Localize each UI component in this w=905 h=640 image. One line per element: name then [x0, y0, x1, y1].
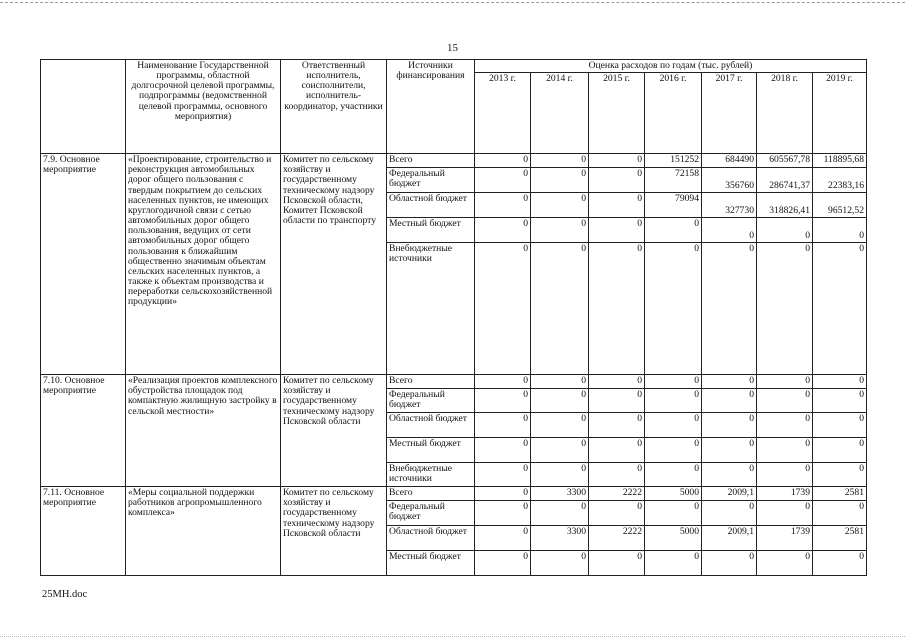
value-cell: 0	[531, 218, 589, 243]
value-cell: 0	[813, 389, 867, 413]
value-cell: 0	[702, 551, 757, 576]
value-cell: 286741,37	[757, 168, 813, 193]
value-cell: 0	[589, 438, 645, 463]
value-cell: 2009,1	[702, 526, 757, 551]
table-row	[41, 375, 867, 389]
value-cell: 0	[645, 501, 702, 526]
value-cell: 0	[531, 413, 589, 438]
value-cell: 0	[757, 389, 813, 413]
value-cell: 0	[475, 218, 531, 243]
header-sources: Источники финансирования	[387, 60, 475, 154]
source-label: Областной бюджет	[387, 193, 475, 218]
header-responsible: Ответственный исполнитель, соисполнители, исполнитель-координатор, участники	[281, 60, 387, 154]
value-cell: 0	[813, 243, 867, 375]
value-cell: 0	[645, 438, 702, 463]
value-cell: 2222	[589, 487, 645, 501]
value-cell: 0	[813, 551, 867, 576]
header-year: 2018 г.	[757, 73, 813, 154]
value-cell: 0	[475, 551, 531, 576]
header-estimate: Оценка расходов по годам (тыс. рублей)	[475, 60, 867, 73]
section-name: «Реализация проектов комплексного обустройства площадок под компактную жилищную застройку в сельской местности»	[126, 375, 281, 487]
source-label: Областной бюджет	[387, 413, 475, 438]
value-cell: 0	[645, 243, 702, 375]
source-label: Внебюджетные источники	[387, 463, 475, 487]
value-cell: 3300	[531, 526, 589, 551]
value-cell: 0	[645, 375, 702, 389]
header-year: 2015 г.	[589, 73, 645, 154]
source-label: Федеральный бюджет	[387, 168, 475, 193]
value-cell: 118895,68	[813, 154, 867, 168]
section-code: 7.9. Основное мероприятие	[41, 154, 126, 375]
scan-edge-bottom	[0, 636, 905, 637]
value-cell: 0	[589, 413, 645, 438]
section-responsible: Комитет по сельскому хозяйству и государственному техническому надзору Псковской области	[281, 375, 387, 487]
value-cell: 0	[702, 243, 757, 375]
source-label: Местный бюджет	[387, 438, 475, 463]
header-year: 2016 г.	[645, 73, 702, 154]
value-cell: 0	[531, 551, 589, 576]
value-cell: 0	[757, 551, 813, 576]
value-cell: 0	[813, 218, 867, 243]
source-label: Областной бюджет	[387, 526, 475, 551]
value-cell: 0	[645, 218, 702, 243]
value-cell: 0	[645, 413, 702, 438]
value-cell: 0	[475, 154, 531, 168]
value-cell: 0	[531, 243, 589, 375]
value-cell: 0	[531, 168, 589, 193]
value-cell: 0	[813, 463, 867, 487]
section-code: 7.10. Основное мероприятие	[41, 375, 126, 487]
value-cell: 318826,41	[757, 193, 813, 218]
value-cell: 0	[589, 168, 645, 193]
value-cell: 684490	[702, 154, 757, 168]
value-cell: 327730	[702, 193, 757, 218]
value-cell: 0	[475, 463, 531, 487]
value-cell: 0	[531, 154, 589, 168]
value-cell: 0	[702, 438, 757, 463]
source-label: Всего	[387, 154, 475, 168]
value-cell: 0	[645, 463, 702, 487]
value-cell: 0	[757, 463, 813, 487]
footer-filename: 25МН.doc	[42, 589, 88, 600]
value-cell: 5000	[645, 526, 702, 551]
value-cell: 0	[757, 243, 813, 375]
value-cell: 0	[589, 193, 645, 218]
section-responsible: Комитет по сельскому хозяйству и государственному техническому надзору Псковской области, Комитет Псковской области по транспорту	[281, 154, 387, 375]
value-cell: 0	[475, 526, 531, 551]
value-cell: 1739	[757, 526, 813, 551]
source-label: Всего	[387, 487, 475, 501]
value-cell: 0	[531, 193, 589, 218]
section-responsible: Комитет по сельскому хозяйству и государственному техническому надзору Псковской области	[281, 487, 387, 576]
value-cell: 2009,1	[702, 487, 757, 501]
value-cell: 0	[702, 389, 757, 413]
value-cell: 0	[702, 463, 757, 487]
value-cell: 5000	[645, 487, 702, 501]
value-cell: 1739	[757, 487, 813, 501]
value-cell: 0	[475, 413, 531, 438]
value-cell: 79094	[645, 193, 702, 218]
value-cell: 0	[531, 389, 589, 413]
value-cell: 0	[531, 463, 589, 487]
value-cell: 0	[475, 375, 531, 389]
source-label: Местный бюджет	[387, 551, 475, 576]
section-name: «Меры социальной поддержки работников агропромышленного комплекса»	[126, 487, 281, 576]
value-cell: 0	[702, 413, 757, 438]
value-cell: 0	[475, 487, 531, 501]
value-cell: 0	[813, 501, 867, 526]
value-cell: 0	[813, 438, 867, 463]
value-cell: 0	[702, 218, 757, 243]
value-cell: 72158	[645, 168, 702, 193]
header-year: 2014 г.	[531, 73, 589, 154]
table-row	[41, 154, 867, 168]
header-name: Наименование Государственной программы, областной долгосрочной целевой программы, подпрограммы (ведомственной целевой программы, основного мероприятия)	[126, 60, 281, 154]
source-label: Внебюджетные источники	[387, 243, 475, 375]
header-year: 2017 г.	[702, 73, 757, 154]
value-cell: 0	[757, 375, 813, 389]
value-cell: 2222	[589, 526, 645, 551]
value-cell: 0	[589, 389, 645, 413]
page-number: 15	[447, 42, 458, 54]
section-code: 7.11. Основное мероприятие	[41, 487, 126, 576]
value-cell: 22383,16	[813, 168, 867, 193]
value-cell: 0	[589, 501, 645, 526]
value-cell: 0	[531, 501, 589, 526]
value-cell: 2581	[813, 487, 867, 501]
source-label: Всего	[387, 375, 475, 389]
value-cell: 0	[475, 501, 531, 526]
expenses-table	[40, 59, 867, 576]
value-cell: 0	[757, 413, 813, 438]
value-cell: 0	[757, 501, 813, 526]
value-cell: 0	[757, 218, 813, 243]
value-cell: 2581	[813, 526, 867, 551]
value-cell: 0	[589, 375, 645, 389]
value-cell: 0	[589, 463, 645, 487]
value-cell: 0	[702, 501, 757, 526]
value-cell: 0	[813, 375, 867, 389]
table-row	[41, 487, 867, 501]
value-cell: 3300	[531, 487, 589, 501]
value-cell: 0	[589, 243, 645, 375]
value-cell: 0	[531, 375, 589, 389]
value-cell: 356760	[702, 168, 757, 193]
value-cell: 0	[645, 551, 702, 576]
value-cell: 96512,52	[813, 193, 867, 218]
header-row	[41, 60, 867, 73]
value-cell: 0	[589, 551, 645, 576]
header-code	[41, 60, 126, 154]
value-cell: 0	[813, 413, 867, 438]
source-label: Федеральный бюджет	[387, 389, 475, 413]
value-cell: 0	[475, 389, 531, 413]
value-cell: 0	[475, 438, 531, 463]
value-cell: 0	[475, 168, 531, 193]
value-cell: 0	[475, 243, 531, 375]
value-cell: 0	[757, 438, 813, 463]
value-cell: 0	[475, 193, 531, 218]
source-label: Федеральный бюджет	[387, 501, 475, 526]
value-cell: 0	[645, 389, 702, 413]
header-year: 2019 г.	[813, 73, 867, 154]
section-name: «Проектирование, строительство и реконструкция автомобильных дорог общего пользования с твердым покрытием до сельских населенных пунктов, не имеющих круглогодичной связи с сетью автомобильных дорог общего пользования, ведущих от сети автомобильных дорог общего пользования к ближайшим общественно значимым объектам сельских населенных пунктов, а также к объектам производства и переработки сельскохозяйственной продукции»	[126, 154, 281, 375]
value-cell: 0	[589, 218, 645, 243]
value-cell: 605567,78	[757, 154, 813, 168]
scan-edge-top	[0, 2, 905, 3]
value-cell: 151252	[645, 154, 702, 168]
value-cell: 0	[702, 375, 757, 389]
source-label: Местный бюджет	[387, 218, 475, 243]
value-cell: 0	[589, 154, 645, 168]
header-year: 2013 г.	[475, 73, 531, 154]
value-cell: 0	[531, 438, 589, 463]
